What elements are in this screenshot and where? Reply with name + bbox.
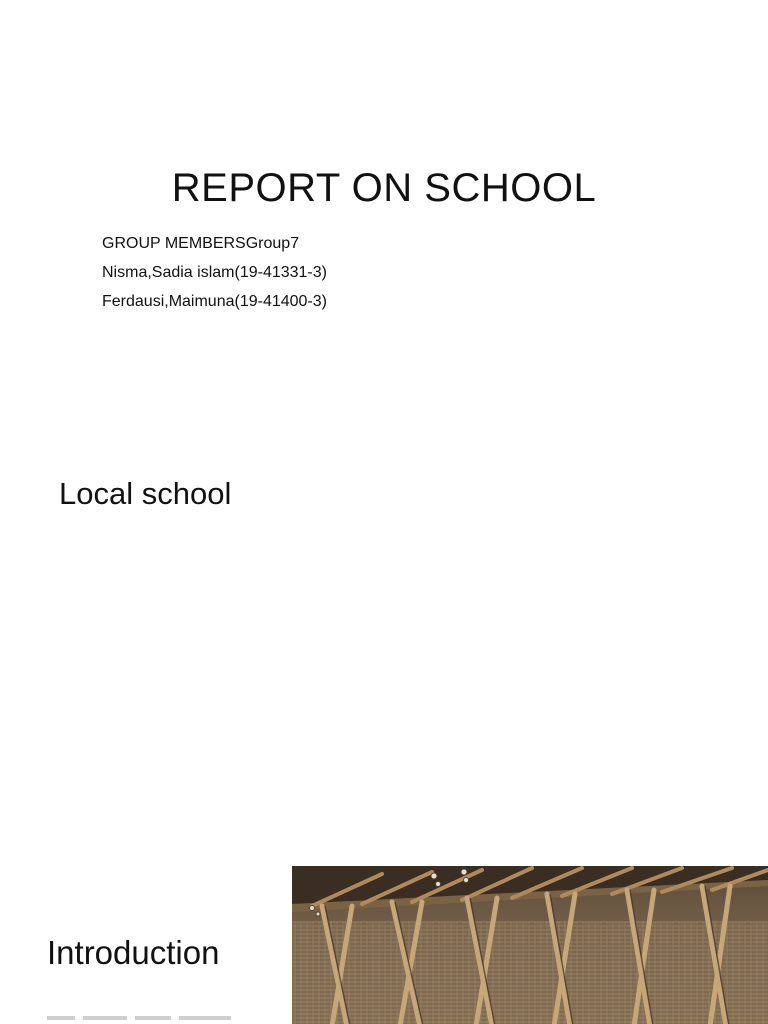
slide-local-school bbox=[0, 430, 768, 860]
report-title: REPORT ON SCHOOL bbox=[171, 166, 597, 210]
members-heading: GROUP MEMBERSGroup7 bbox=[102, 235, 300, 252]
local-school-heading: Local school bbox=[59, 476, 232, 511]
bamboo-school-photo bbox=[292, 866, 768, 1024]
slide-introduction bbox=[0, 860, 768, 1024]
truncated-body-text bbox=[47, 1016, 277, 1024]
introduction-heading: Introduction bbox=[47, 934, 220, 971]
group-members-list bbox=[102, 229, 327, 316]
bamboo-structure-image bbox=[292, 866, 768, 1024]
slide-title bbox=[0, 0, 768, 430]
member-item: Nisma,Sadia islam(19-41331-3) bbox=[102, 264, 327, 281]
member-item: Ferdausi,Maimuna(19-41400-3) bbox=[102, 293, 327, 310]
